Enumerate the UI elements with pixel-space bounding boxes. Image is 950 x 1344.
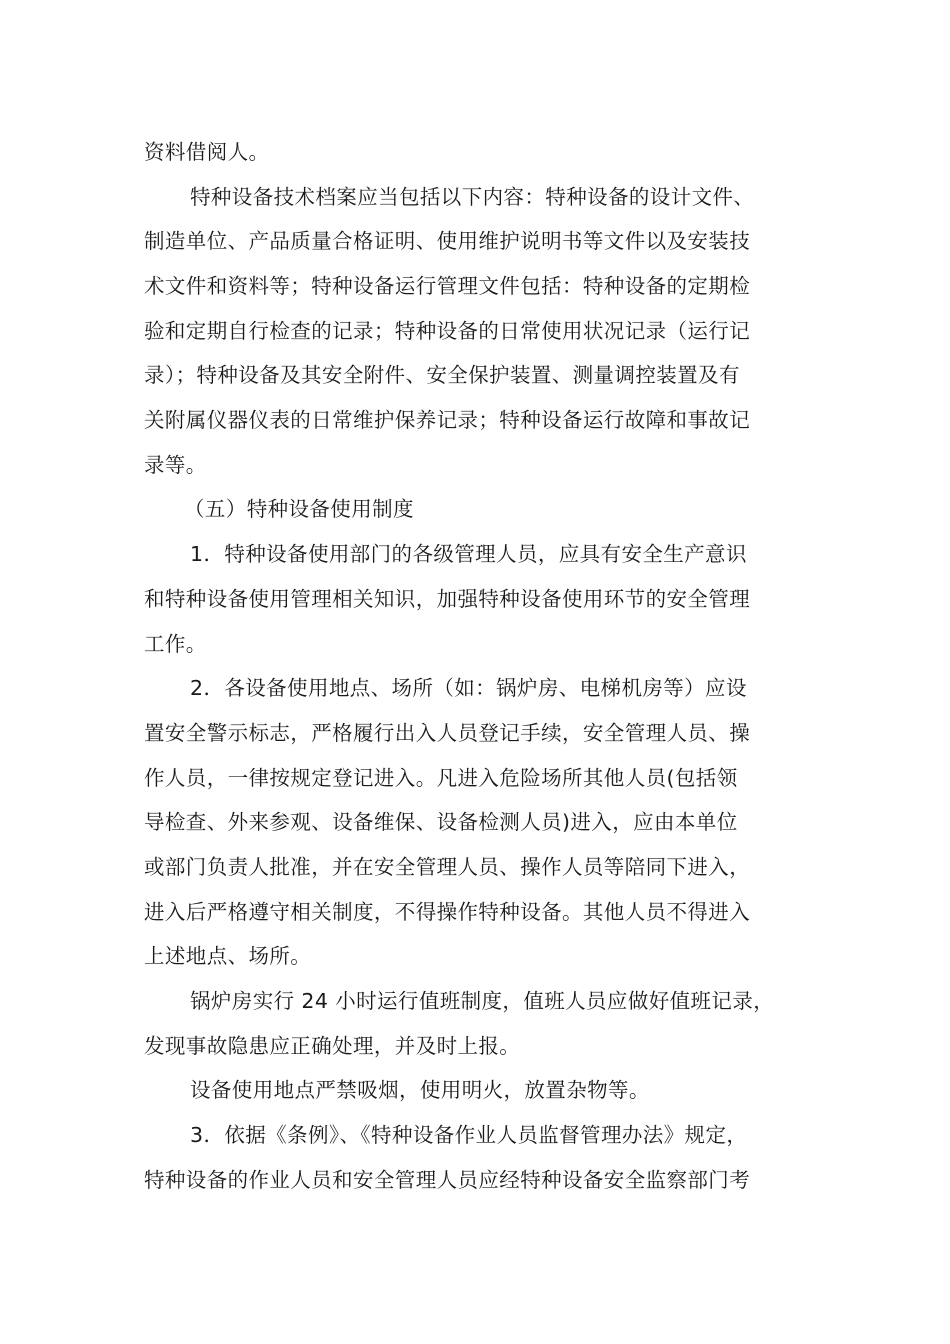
text-line: 工作。 (144, 632, 207, 656)
text-line: 发现事故隐患应正确处理，并及时上报。 (144, 1034, 521, 1058)
text-line: 上述地点、场所。 (144, 944, 312, 968)
text-line: 制造单位、产品质量合格证明、使用维护说明书等文件以及安装技 (144, 229, 751, 253)
section-heading: （五）特种设备使用制度 (184, 497, 414, 521)
text-line: 术文件和资料等；特种设备运行管理文件包括：特种设备的定期检 (144, 274, 751, 298)
paragraph-first-line: 锅炉房实行 24 小时运行值班制度，值班人员应做好值班记录， (190, 989, 775, 1013)
text-line: 置安全警示标志，严格履行出入人员登记手续，安全管理人员、操 (144, 721, 751, 745)
paragraph-first-line: 特种设备技术档案应当包括以下内容：特种设备的设计文件、 (190, 185, 755, 209)
paragraph-first-line: 设备使用地点严禁吸烟，使用明火，放置杂物等。 (190, 1078, 650, 1102)
paragraph-first-line: 3．依据《条例》、《特种设备作业人员监督管理办法》规定， (190, 1123, 748, 1147)
text-line: 特种设备的作业人员和安全管理人员应经特种设备安全监察部门考 (144, 1168, 751, 1192)
text-line: 录）；特种设备及其安全附件、安全保护装置、测量调控装置及有 (144, 363, 740, 387)
text-line: 导检查、外来参观、设备维保、设备检测人员)进入，应由本单位 (144, 810, 738, 834)
paragraph-first-line: 2．各设备使用地点、场所（如：锅炉房、电梯机房等）应设 (190, 676, 747, 700)
text-line: 资料借阅人。 (144, 140, 270, 164)
text-line: 或部门负责人批准，并在安全管理人员、操作人员等陪同下进入， (144, 855, 751, 879)
text-line: 录等。 (144, 453, 207, 477)
paragraph-first-line: 1．特种设备使用部门的各级管理人员，应具有安全生产意识 (190, 542, 747, 566)
text-line: 进入后严格遵守相关制度，不得操作特种设备。其他人员不得进入 (144, 900, 751, 924)
text-line: 作人员，一律按规定登记进入。凡进入危险场所其他人员(包括领 (144, 766, 738, 790)
text-line: 和特种设备使用管理相关知识，加强特种设备使用环节的安全管理 (144, 587, 751, 611)
text-line: 关附属仪器仪表的日常维护保养记录；特种设备运行故障和事故记 (144, 408, 751, 432)
text-line: 验和定期自行检查的记录；特种设备的日常使用状况记录（运行记 (144, 319, 751, 343)
